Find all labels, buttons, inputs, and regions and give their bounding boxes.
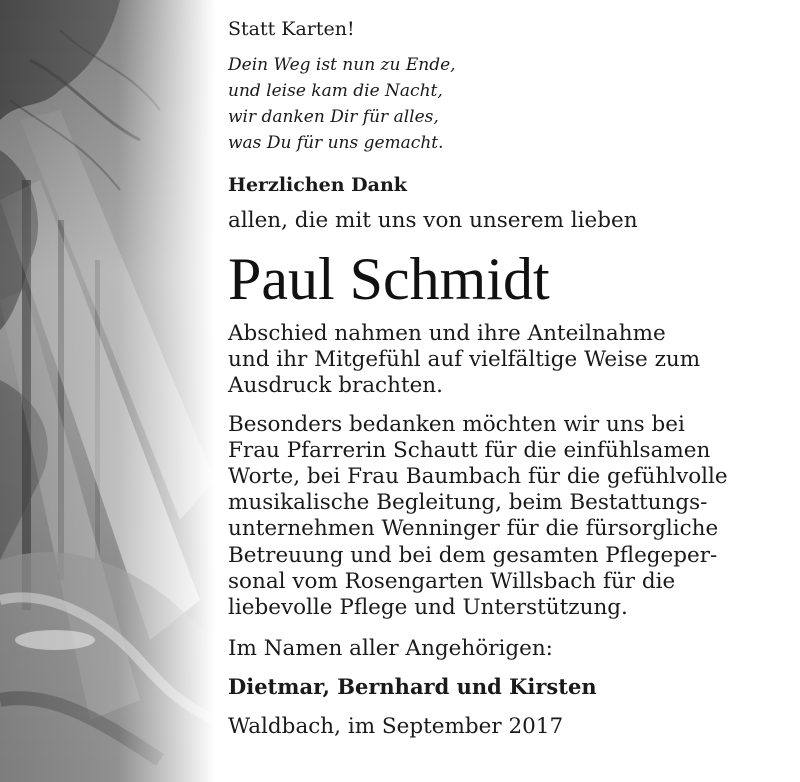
intro-line: allen, die mit uns von unserem lieben [228, 208, 638, 233]
place-date: Waldbach, im September 2017 [228, 714, 564, 740]
poem [228, 52, 793, 156]
paragraph-line: musikalische Begleitung, beim Bestattungs- [228, 490, 708, 516]
paragraph-line: Ausdruck brachten. [228, 373, 443, 399]
paragraph-line: Worte, bei Frau Baumbach für die gefühlvolle [228, 464, 728, 490]
paragraph-line: und ihr Mitgefühl auf vielfältige Weise zum [228, 347, 701, 373]
poem-line: Dein Weg ist nun zu Ende, [228, 55, 456, 75]
paragraph-line: Betreuung und bei dem gesamten Pflegeper- [228, 542, 718, 568]
poem-line: und leise kam die Nacht, [228, 81, 443, 101]
statt-karten-header: Statt Karten! [228, 18, 355, 40]
paragraph-line: Besonders bedanken möchten wir uns bei [228, 411, 685, 437]
thanks-heading: Herzlichen Dank [228, 174, 407, 196]
poem-line: was Du für uns gemacht. [228, 133, 444, 153]
paragraph-farewell [228, 321, 793, 400]
forest-sunbeams-photo [0, 0, 215, 782]
paragraph-line: unternehmen Wenninger für die fürsorgliche [228, 516, 719, 542]
signers: Dietmar, Bernhard und Kirsten [228, 674, 597, 700]
obituary-text [228, 14, 793, 741]
paragraph-special-thanks [228, 412, 793, 622]
paragraph-line: sonal vom Rosengarten Willsbach für die [228, 568, 676, 594]
paragraph-line: liebevolle Pflege und Unterstützung. [228, 595, 628, 621]
poem-line: wir danken Dir für alles, [228, 107, 439, 127]
paragraph-line: Abschied nahmen und ihre Anteilnahme [228, 321, 666, 346]
deceased-name: Paul Schmidt [228, 246, 550, 312]
paragraph-line: Frau Pfarrerin Schautt für die einfühlsamen [228, 437, 711, 463]
closing-line: Im Namen aller Angehörigen: [228, 636, 553, 662]
